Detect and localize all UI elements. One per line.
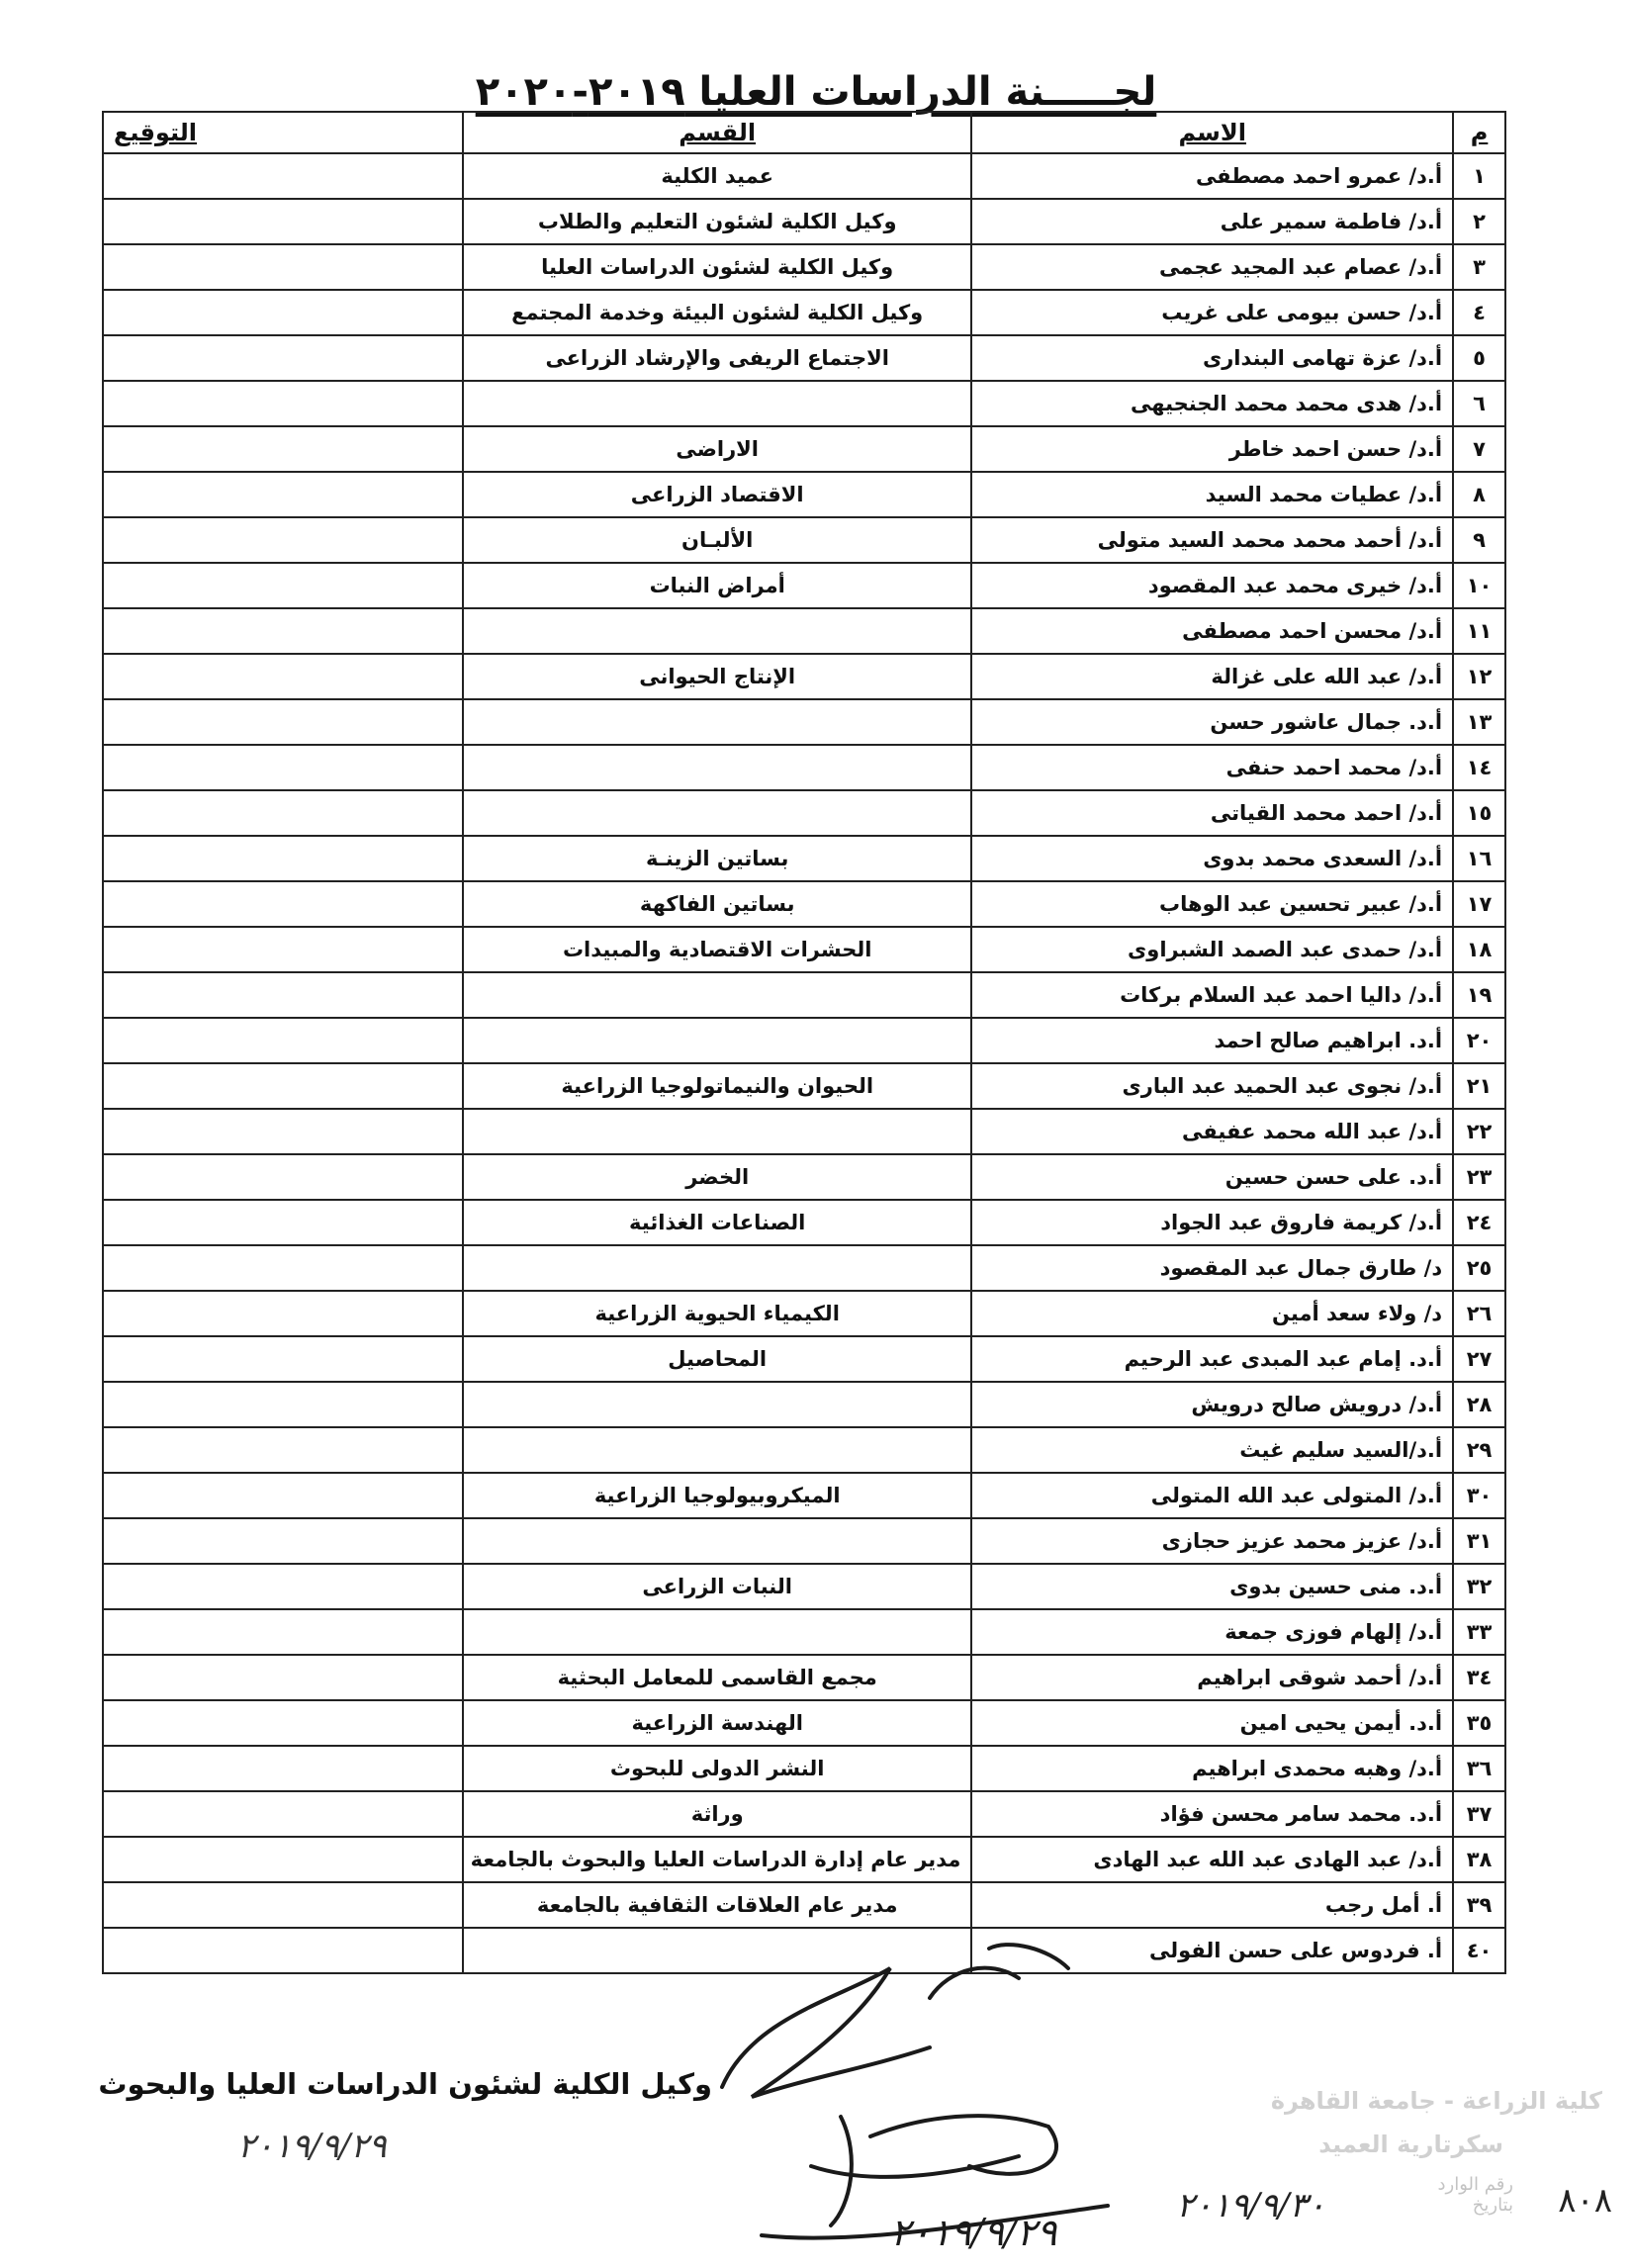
signature-cell	[103, 244, 463, 290]
handwritten-date: ٢٠١٩/٩/٢٩	[237, 2127, 387, 2166]
table-row	[103, 654, 1505, 699]
member-name: أ.د/ عبد الله محمد عفيفى	[971, 1109, 1453, 1154]
member-department	[463, 1427, 971, 1473]
member-name: أ.د/ المتولى عبد الله المتولى	[971, 1473, 1453, 1518]
member-department: وكيل الكلية لشئون التعليم والطلاب	[463, 199, 971, 244]
member-name: أ.د/ عصام عبد المجيد عجمى	[971, 244, 1453, 290]
member-name: أ.د/ داليا احمد عبد السلام بركات	[971, 972, 1453, 1018]
table-row	[103, 199, 1505, 244]
table-row	[103, 244, 1505, 290]
signature-cell	[103, 1837, 463, 1882]
table-row	[103, 699, 1505, 745]
table-row	[103, 472, 1505, 517]
signature-cell	[103, 790, 463, 836]
table-row	[103, 836, 1505, 881]
signature-cell	[103, 1518, 463, 1564]
row-number: ١٦	[1453, 836, 1505, 881]
member-name: أ.د. أيمن يحيى امين	[971, 1700, 1453, 1746]
row-number: ٢	[1453, 199, 1505, 244]
signature-cell	[103, 1882, 463, 1928]
table-row	[103, 972, 1505, 1018]
row-number: ٤٠	[1453, 1928, 1505, 1973]
signature-date: ٢٠١٩/٩/٢٩	[890, 2211, 1057, 2254]
member-department: وكيل الكلية لشئون الدراسات العليا	[463, 244, 971, 290]
table-row	[103, 1382, 1505, 1427]
signature-cell	[103, 836, 463, 881]
signature-cell	[103, 1427, 463, 1473]
stamp-office: سكرتارية العميد	[1318, 2131, 1503, 2158]
member-name: أ.د/ أحمد شوقى ابراهيم	[971, 1655, 1453, 1700]
row-number: ٢٠	[1453, 1018, 1505, 1063]
row-number: ٨	[1453, 472, 1505, 517]
row-number: ٢٢	[1453, 1109, 1505, 1154]
signature-cell	[103, 1200, 463, 1245]
member-department	[463, 1018, 971, 1063]
header-signature: التوقيع	[103, 112, 463, 153]
member-name: أ.د/ السعدى محمد بدوى	[971, 836, 1453, 881]
signature-cell	[103, 1336, 463, 1382]
signature-cell	[103, 563, 463, 608]
member-name: أ.د/ محمد احمد حنفى	[971, 745, 1453, 790]
member-name: أ.د. إمام عبد المبدى عبد الرحيم	[971, 1336, 1453, 1382]
member-department	[463, 381, 971, 426]
member-department	[463, 745, 971, 790]
table-row	[103, 1336, 1505, 1382]
member-department: الاراضى	[463, 426, 971, 472]
member-name: أ.د/ عطيات محمد السيد	[971, 472, 1453, 517]
member-name: أ.د/ عزة تهامى البندارى	[971, 335, 1453, 381]
row-number: ٥	[1453, 335, 1505, 381]
signature-cell	[103, 517, 463, 563]
page-title: لجـــــنة الدراسات العليا ٢٠١٩-٢٠٢٠	[475, 69, 1157, 115]
member-department: الحشرات الاقتصادية والمبيدات	[463, 927, 971, 972]
signature-cell	[103, 426, 463, 472]
member-department: الحيوان والنيماتولوجيا الزراعية	[463, 1063, 971, 1109]
member-name: أ.د. على حسن حسين	[971, 1154, 1453, 1200]
table-row	[103, 1063, 1505, 1109]
member-name: أ.د/ حسن احمد خاطر	[971, 426, 1453, 472]
committee-table	[102, 111, 1506, 1974]
member-name: أ.د/ عبد الله على غزالة	[971, 654, 1453, 699]
table-row	[103, 927, 1505, 972]
member-department: الألبـان	[463, 517, 971, 563]
row-number: ٣٥	[1453, 1700, 1505, 1746]
member-department: بساتين الزينـة	[463, 836, 971, 881]
stamp-institution: كلية الزراعة - جامعة القاهرة	[1270, 2087, 1602, 2115]
member-name: أ.د/ درويش صالح درويش	[971, 1382, 1453, 1427]
signature-cell	[103, 1473, 463, 1518]
signature-cell	[103, 472, 463, 517]
row-number: ٣٢	[1453, 1564, 1505, 1609]
member-department: النشر الدولى للبحوث	[463, 1746, 971, 1791]
member-department: المحاصيل	[463, 1336, 971, 1382]
stamp-receipt-number: ٨٠٨	[1558, 2181, 1612, 2221]
member-department: أمراض النبات	[463, 563, 971, 608]
table-row	[103, 381, 1505, 426]
row-number: ٢٩	[1453, 1427, 1505, 1473]
signature-cell	[103, 1109, 463, 1154]
table-row	[103, 335, 1505, 381]
member-department	[463, 1109, 971, 1154]
member-name: أ.د/ حمدى عبد الصمد الشبراوى	[971, 927, 1453, 972]
member-department: مجمع القاسمى للمعامل البحثية	[463, 1655, 971, 1700]
signature-cell	[103, 1928, 463, 1973]
member-department: وراثة	[463, 1791, 971, 1837]
member-name: أ.د. ابراهيم صالح احمد	[971, 1018, 1453, 1063]
table-row	[103, 745, 1505, 790]
member-department	[463, 1245, 971, 1291]
signature-cell	[103, 1655, 463, 1700]
signature-cell	[103, 1746, 463, 1791]
row-number: ١١	[1453, 608, 1505, 654]
member-department: الخضر	[463, 1154, 971, 1200]
signature-cell	[103, 290, 463, 335]
table-header-row	[103, 112, 1505, 153]
member-name: أ.د/ عبد الهادى عبد الله عبد الهادى	[971, 1837, 1453, 1882]
member-name: أ.د/ عمرو احمد مصطفى	[971, 153, 1453, 199]
member-name: أ.د. منى حسين بدوى	[971, 1564, 1453, 1609]
member-department	[463, 1609, 971, 1655]
table-row	[103, 1655, 1505, 1700]
member-department: الكيمياء الحيوية الزراعية	[463, 1291, 971, 1336]
table-row	[103, 290, 1505, 335]
member-department: الاجتماع الريفى والإرشاد الزراعى	[463, 335, 971, 381]
signature-cell	[103, 335, 463, 381]
member-name: أ.د/ كريمة فاروق عبد الجواد	[971, 1200, 1453, 1245]
member-department	[463, 608, 971, 654]
member-department: مدير عام العلاقات الثقافية بالجامعة	[463, 1882, 971, 1928]
table-row	[103, 608, 1505, 654]
stamp-date-label: بتاريخ	[1472, 2195, 1513, 2216]
row-number: ٣٧	[1453, 1791, 1505, 1837]
signature-cell	[103, 1018, 463, 1063]
row-number: ١	[1453, 153, 1505, 199]
member-department: النبات الزراعى	[463, 1564, 971, 1609]
member-name: أ.د/ عبير تحسين عبد الوهاب	[971, 881, 1453, 927]
row-number: ٣٠	[1453, 1473, 1505, 1518]
signature-cell	[103, 1609, 463, 1655]
signature-cell	[103, 199, 463, 244]
table-row	[103, 1882, 1505, 1928]
stamp-date: ٢٠١٩/٩/٣٠	[1176, 2186, 1325, 2225]
member-department: وكيل الكلية لشئون البيئة وخدمة المجتمع	[463, 290, 971, 335]
header-name: الاسم	[971, 112, 1453, 153]
table-row	[103, 517, 1505, 563]
member-department: مدير عام إدارة الدراسات العليا والبحوث بالجامعة	[463, 1837, 971, 1882]
table-row	[103, 1245, 1505, 1291]
row-number: ١٥	[1453, 790, 1505, 836]
member-name: أ.د/ حسن بيومى على غريب	[971, 290, 1453, 335]
member-department	[463, 790, 971, 836]
member-department	[463, 699, 971, 745]
row-number: ٣١	[1453, 1518, 1505, 1564]
signature-cell	[103, 1291, 463, 1336]
signature-cell	[103, 745, 463, 790]
signature-cell	[103, 1063, 463, 1109]
member-department: الاقتصاد الزراعى	[463, 472, 971, 517]
table-row	[103, 563, 1505, 608]
table-row	[103, 1473, 1505, 1518]
row-number: ٣٩	[1453, 1882, 1505, 1928]
member-department: الميكروبيولوجيا الزراعية	[463, 1473, 971, 1518]
row-number: ٢٨	[1453, 1382, 1505, 1427]
footer-signatory-title: وكيل الكلية لشئون الدراسات العليا والبحوث	[98, 2067, 712, 2101]
row-number: ٢٧	[1453, 1336, 1505, 1382]
member-name: أ.د/ خيرى محمد عبد المقصود	[971, 563, 1453, 608]
signature-cell	[103, 1791, 463, 1837]
signature-cell	[103, 699, 463, 745]
table-row	[103, 790, 1505, 836]
member-department	[463, 1382, 971, 1427]
table-row	[103, 881, 1505, 927]
signature-cell	[103, 927, 463, 972]
member-name: أ. فردوس على حسن الفولى	[971, 1928, 1453, 1973]
row-number: ١٢	[1453, 654, 1505, 699]
row-number: ٣٨	[1453, 1837, 1505, 1882]
member-name: أ.د/ فاطمة سمير على	[971, 199, 1453, 244]
row-number: ٢٤	[1453, 1200, 1505, 1245]
member-name: أ.د/ عزيز محمد عزيز حجازى	[971, 1518, 1453, 1564]
member-department: الإنتاج الحيوانى	[463, 654, 971, 699]
row-number: ١٣	[1453, 699, 1505, 745]
member-department: الهندسة الزراعية	[463, 1700, 971, 1746]
table-row	[103, 1746, 1505, 1791]
row-number: ٦	[1453, 381, 1505, 426]
member-department: عميد الكلية	[463, 153, 971, 199]
header-department: القسم	[463, 112, 971, 153]
signature-cell	[103, 1564, 463, 1609]
member-name: أ.د/ نجوى عبد الحميد عبد البارى	[971, 1063, 1453, 1109]
member-name: أ.د/السيد سليم غيث	[971, 1427, 1453, 1473]
table-row	[103, 153, 1505, 199]
row-number: ١٠	[1453, 563, 1505, 608]
member-name: أ.د/ احمد محمد القياتى	[971, 790, 1453, 836]
table-row	[103, 1837, 1505, 1882]
signature-cell	[103, 881, 463, 927]
member-department: بساتين الفاكهة	[463, 881, 971, 927]
table-row	[103, 1200, 1505, 1245]
member-department: الصناعات الغذائية	[463, 1200, 971, 1245]
table-row	[103, 1109, 1505, 1154]
row-number: ٣٣	[1453, 1609, 1505, 1655]
member-name: أ.د/ وهبه محمدى ابراهيم	[971, 1746, 1453, 1791]
member-name: أ. أمل رجب	[971, 1882, 1453, 1928]
table-row	[103, 1564, 1505, 1609]
signature-cell	[103, 153, 463, 199]
row-number: ٤	[1453, 290, 1505, 335]
member-name: أ.د/ إلهام فوزى جمعة	[971, 1609, 1453, 1655]
row-number: ٧	[1453, 426, 1505, 472]
table-row	[103, 1518, 1505, 1564]
member-name: د/ ولاء سعد أمين	[971, 1291, 1453, 1336]
member-name: أ.د/ أحمد محمد محمد السيد متولى	[971, 517, 1453, 563]
row-number: ٢١	[1453, 1063, 1505, 1109]
row-number: ٢٣	[1453, 1154, 1505, 1200]
row-number: ٣	[1453, 244, 1505, 290]
signature-cell	[103, 1154, 463, 1200]
row-number: ١٨	[1453, 927, 1505, 972]
row-number: ٣٦	[1453, 1746, 1505, 1791]
member-department	[463, 1518, 971, 1564]
row-number: ١٤	[1453, 745, 1505, 790]
received-stamp	[1108, 2087, 1622, 2260]
row-number: ١٩	[1453, 972, 1505, 1018]
member-name: أ.د/ محسن احمد مصطفى	[971, 608, 1453, 654]
table-row	[103, 1018, 1505, 1063]
row-number: ٢٦	[1453, 1291, 1505, 1336]
table-row	[103, 1791, 1505, 1837]
member-department	[463, 972, 971, 1018]
table-row	[103, 1609, 1505, 1655]
row-number: ١٧	[1453, 881, 1505, 927]
member-name: أ.د. محمد سامر محسن فؤاد	[971, 1791, 1453, 1837]
signature-cell	[103, 608, 463, 654]
table-row	[103, 1700, 1505, 1746]
signature-cell	[103, 1245, 463, 1291]
member-name: أ.د. جمال عاشور حسن	[971, 699, 1453, 745]
signature-cell	[103, 1700, 463, 1746]
row-number: ٣٤	[1453, 1655, 1505, 1700]
signature-cell	[103, 972, 463, 1018]
stamp-labels	[1325, 2174, 1513, 2251]
header-number: م	[1453, 112, 1505, 153]
member-name: د/ طارق جمال عبد المقصود	[971, 1245, 1453, 1291]
stamp-receipt-label: رقم الوارد	[1437, 2174, 1513, 2195]
row-number: ٢٥	[1453, 1245, 1505, 1291]
member-name: أ.د/ هدى محمد محمد الجنجيهى	[971, 381, 1453, 426]
table-row	[103, 426, 1505, 472]
table-row	[103, 1291, 1505, 1336]
table-row	[103, 1427, 1505, 1473]
row-number: ٩	[1453, 517, 1505, 563]
signature-cell	[103, 654, 463, 699]
signature-cell	[103, 1382, 463, 1427]
signature-cell	[103, 381, 463, 426]
table-row	[103, 1154, 1505, 1200]
